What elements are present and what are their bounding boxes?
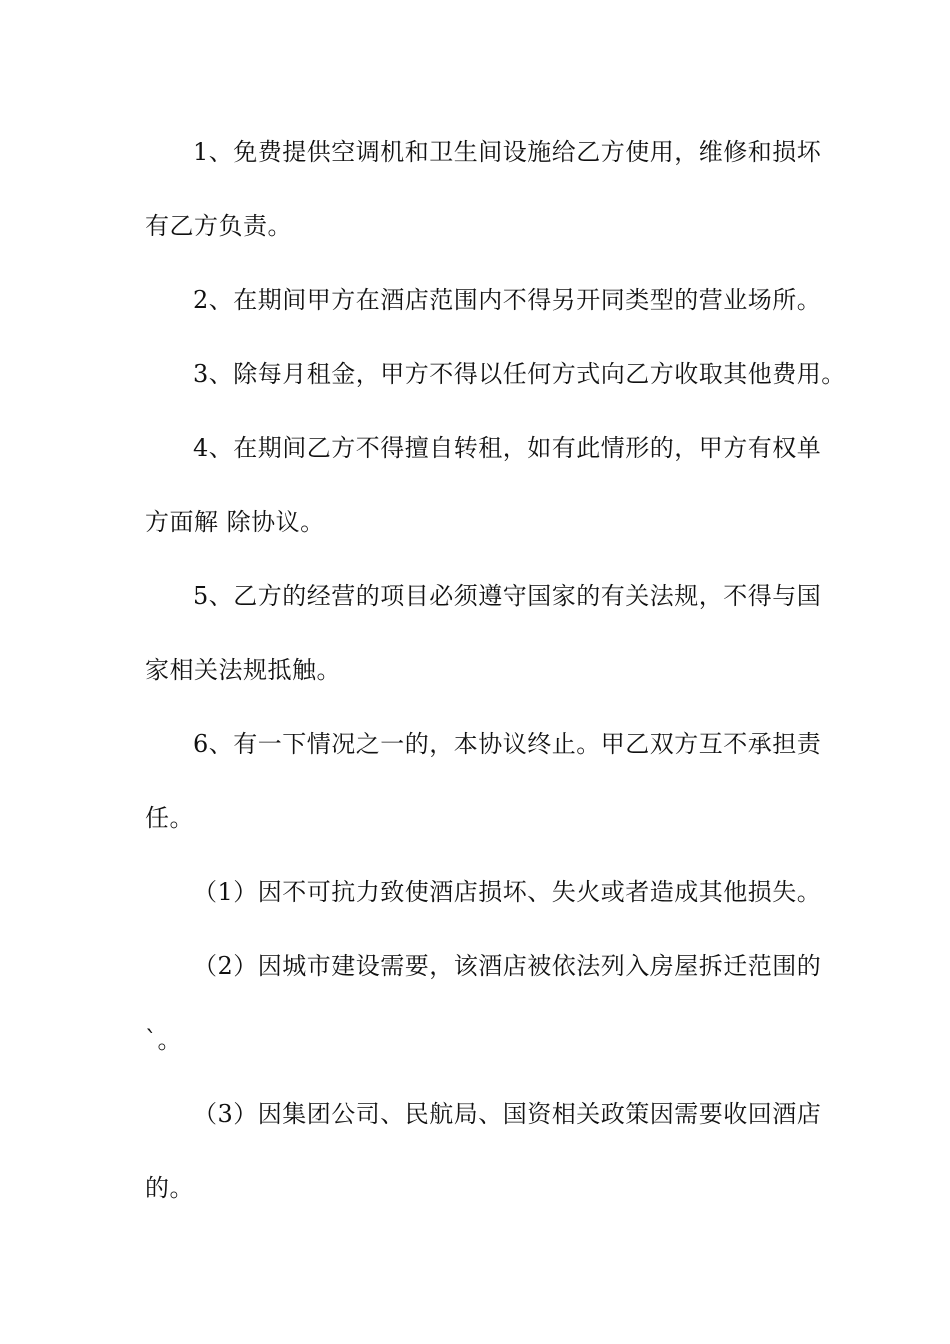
clause-2: 2、在期间甲方在酒店范围内不得另开同类型的营业场所。	[193, 286, 822, 314]
clause-1-line-1: 1、免费提供空调机和卫生间设施给乙方使用，维修和损坏	[193, 138, 822, 166]
subclause-2-line-2: `。	[145, 1026, 182, 1054]
clause-4-line-1: 4、在期间乙方不得擅自转租，如有此情形的，甲方有权单	[193, 434, 822, 462]
clause-5-line-2: 家相关法规抵触。	[145, 656, 341, 684]
subclause-1: （1）因不可抗力致使酒店损坏、失火或者造成其他损失。	[193, 878, 822, 906]
clause-5-line-1: 5、乙方的经营的项目必须遵守国家的有关法规，不得与国	[193, 582, 822, 610]
subclause-3-line-1: （3）因集团公司、民航局、国资相关政策因需要收回酒店	[193, 1100, 822, 1128]
clause-4-line-2: 方面解 除协议。	[145, 508, 325, 536]
subclause-3-line-2: 的。	[145, 1174, 194, 1202]
subclause-2-line-1: （2）因城市建设需要，该酒店被依法列入房屋拆迁范围的	[193, 952, 822, 980]
clause-6-line-2: 任。	[145, 804, 194, 832]
clause-6-line-1: 6、有一下情况之一的，本协议终止。甲乙双方互不承担责	[193, 730, 822, 758]
clause-1-line-2: 有乙方负责。	[145, 212, 292, 240]
clause-3: 3、除每月租金，甲方不得以任何方式向乙方收取其他费用。	[193, 360, 846, 388]
